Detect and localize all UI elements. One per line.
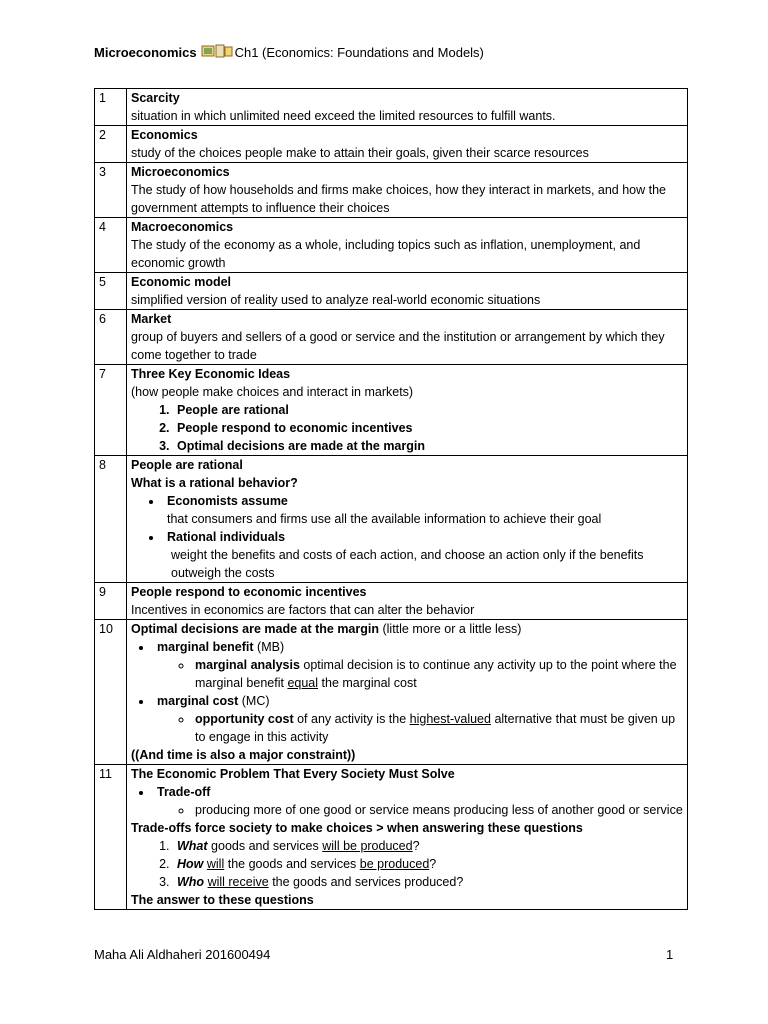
table-row <box>95 89 688 126</box>
row-content <box>127 765 688 910</box>
row-content <box>127 126 688 163</box>
row-number: 2 <box>95 126 127 163</box>
row-number: 10 <box>95 620 127 765</box>
force-statement: Trade-offs force society to make choices > when answering these questions <box>131 821 583 835</box>
bullet-head: • Rational individuals <box>167 530 286 544</box>
list-item: 2. People respond to economic incentives <box>173 419 687 437</box>
bullet-head: marginal benefit <box>157 640 254 654</box>
underlined-text: will be produced <box>322 839 413 853</box>
row-number: 5 <box>95 273 127 310</box>
row-number: 4 <box>95 218 127 273</box>
bullet-text: weight the benefits and costs of each action, and choose an action only if the benefits outweigh the costs <box>171 548 644 580</box>
term-note: (little more or a little less) <box>382 622 522 636</box>
bullet-text: that consumers and firms use all the available information to achieve their goal <box>167 512 602 526</box>
table-row <box>95 218 688 273</box>
sub-list <box>157 710 687 746</box>
question-text: the goods and services produced? <box>272 875 464 889</box>
bullet-head: marginal cost <box>157 694 239 708</box>
row-content <box>127 583 688 620</box>
definitions-table <box>94 88 688 910</box>
header-chapter: Ch1 (Economics: Foundations and Models) <box>234 45 484 60</box>
row-number: 8 <box>95 456 127 583</box>
term-definition: Incentives in economics are factors that can alter the behavior <box>131 603 475 617</box>
table-row <box>95 583 688 620</box>
term-definition: group of buyers and sellers of a good or service and the institution or arrangement by which they come together to trade <box>131 330 665 362</box>
list-item <box>163 528 687 582</box>
question-word: Who <box>177 875 205 889</box>
term-title: Optimal decisions are made at the margin <box>131 622 379 636</box>
bullet-list <box>131 638 687 746</box>
row-content <box>127 273 688 310</box>
header-subject: Microeconomics <box>94 45 197 60</box>
row-content <box>127 89 688 126</box>
footer-author: Maha Ali Aldhaheri 201600494 <box>94 947 271 962</box>
row-content <box>127 365 688 456</box>
list-item <box>153 692 687 746</box>
sub-list <box>157 656 687 692</box>
bullet-head: Trade-off <box>157 785 211 799</box>
bullet-abbr: (MB) <box>257 640 285 654</box>
sub-head: opportunity cost <box>195 712 294 726</box>
term-definition: The study of the economy as a whole, including topics such as inflation, unemployment, and economic growth <box>131 238 641 270</box>
list-item: 1. People are rational <box>173 401 687 419</box>
underlined-text: equal <box>287 676 319 690</box>
term-title: Economics <box>131 128 198 142</box>
row-number: 6 <box>95 310 127 365</box>
question-text: the goods and services <box>227 857 357 871</box>
questions-list <box>131 837 687 891</box>
row-number: 11 <box>95 765 127 910</box>
term-question: What is a rational behavior? <box>131 476 298 490</box>
list-item <box>153 638 687 692</box>
question-word: What <box>177 839 208 853</box>
row-content <box>127 620 688 765</box>
answer-line: The answer to these questions <box>131 893 314 907</box>
term-title: The Economic Problem That Every Society Must Solve <box>131 767 455 781</box>
page-number: 1 <box>666 947 674 962</box>
closing-note: ((And time is also a major constraint)) <box>131 748 356 762</box>
sub-list-item: ◦ producing more of one good or service means producing less of another good or service <box>193 801 687 819</box>
sub-list-item <box>193 710 687 746</box>
term-definition: (how people make choices and interact in markets) <box>131 385 414 399</box>
sub-text: alternative that must be given up to engage in this activity <box>195 712 676 744</box>
bullet-head: • Economists assume <box>167 494 288 508</box>
row-number: 9 <box>95 583 127 620</box>
underlined-text: will receive <box>207 875 269 889</box>
term-definition: situation in which unlimited need exceed the limited resources to fulfill wants. <box>131 109 556 123</box>
underlined-text: be produced <box>359 857 430 871</box>
term-title: People are rational <box>131 458 243 472</box>
term-definition: simplified version of reality used to analyze real-world economic situations <box>131 293 541 307</box>
row-content <box>127 218 688 273</box>
sub-text: of any activity is the <box>297 712 407 726</box>
question-text: goods and services <box>211 839 319 853</box>
term-title: Market <box>131 312 172 326</box>
list-item <box>163 492 687 528</box>
key-ideas-list <box>131 401 687 455</box>
table-row <box>95 365 688 456</box>
question-word: How <box>177 857 204 871</box>
term-title: Scarcity <box>131 91 180 105</box>
term-definition: The study of how households and firms make choices, how they interact in markets, and how the government attempts to influence their choices <box>131 183 666 215</box>
row-content <box>127 310 688 365</box>
term-title: Microeconomics <box>131 165 230 179</box>
table-row <box>95 163 688 218</box>
bullet-abbr: (MC) <box>241 694 270 708</box>
table-row <box>95 126 688 163</box>
term-title: Macroeconomics <box>131 220 234 234</box>
sub-list-item <box>193 656 687 692</box>
term-title: People respond to economic incentives <box>131 585 367 599</box>
presentation-icon <box>201 44 233 62</box>
table-row <box>95 620 688 765</box>
row-content <box>127 163 688 218</box>
term-title: Economic model <box>131 275 232 289</box>
list-item <box>173 837 687 855</box>
page-header <box>94 44 484 62</box>
bullet-list <box>131 783 687 819</box>
sub-head: marginal analysis <box>195 658 300 672</box>
question-mark: ? <box>429 857 437 871</box>
row-number: 1 <box>95 89 127 126</box>
table-row <box>95 765 688 910</box>
sub-list <box>157 801 687 819</box>
row-content <box>127 456 688 583</box>
row-number: 7 <box>95 365 127 456</box>
table-row <box>95 310 688 365</box>
term-title-line <box>131 620 687 638</box>
sub-text: the marginal cost <box>321 676 417 690</box>
list-item <box>173 873 687 891</box>
term-definition: study of the choices people make to attain their goals, given their scarce resources <box>131 146 589 160</box>
table-row <box>95 456 688 583</box>
list-item <box>153 783 687 819</box>
sub-text: optimal decision is to continue any activity up to the point where the marginal benefit <box>195 658 677 690</box>
underlined-text: will <box>206 857 225 871</box>
list-item <box>173 855 687 873</box>
bullet-list <box>131 492 687 582</box>
row-number: 3 <box>95 163 127 218</box>
underlined-text: highest-valued <box>409 712 491 726</box>
list-item: 3. Optimal decisions are made at the margin <box>173 437 687 455</box>
table-row <box>95 273 688 310</box>
question-mark: ? <box>412 839 420 853</box>
term-title: Three Key Economic Ideas <box>131 367 291 381</box>
